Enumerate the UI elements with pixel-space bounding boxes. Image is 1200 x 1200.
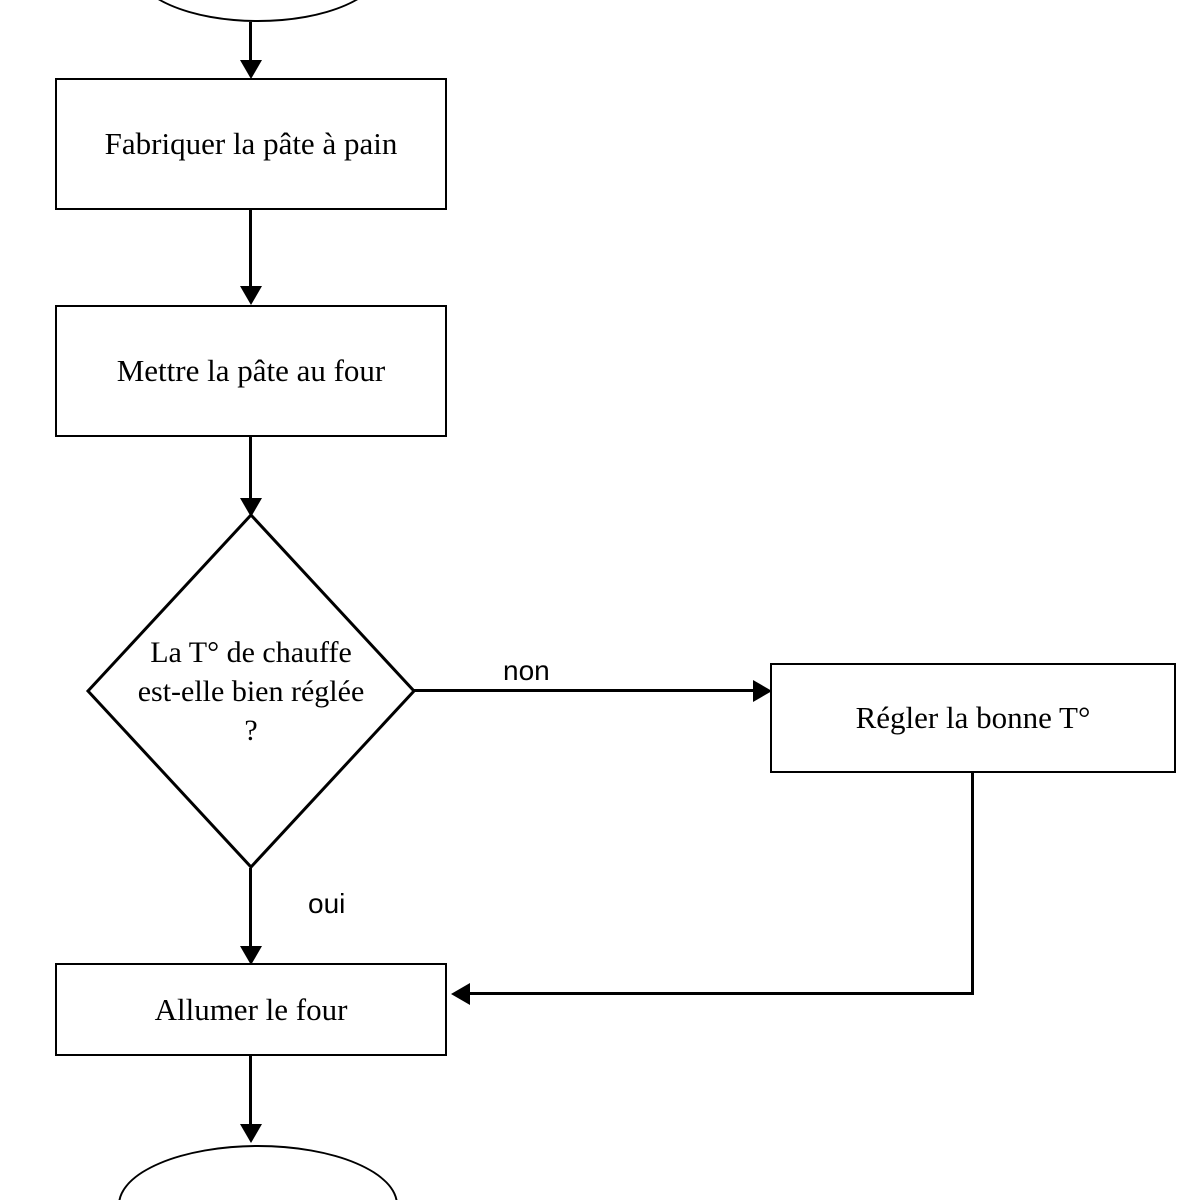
arrowhead-down-icon <box>240 60 262 79</box>
node-mettre-pate-four <box>55 305 447 437</box>
edge-regler-to-allumer <box>470 992 974 995</box>
edge-fabriquer-to-mettre <box>249 210 252 290</box>
node-label: Régler la bonne T° <box>855 700 1091 736</box>
arrowhead-down-icon <box>240 1124 262 1143</box>
node-label: La T° de chauffe est-elle bien réglée ? <box>137 635 365 747</box>
edge-start-to-fabriquer <box>249 22 252 64</box>
edge-label-oui: oui <box>308 888 346 919</box>
node-regler-temperature <box>770 663 1176 773</box>
edge-label-non: non <box>503 655 550 686</box>
node-end-terminator <box>118 1145 398 1200</box>
arrowhead-down-icon <box>240 286 262 305</box>
edge-decision-to-regler <box>414 689 759 692</box>
node-decision-temperature <box>85 512 417 870</box>
node-label: Allumer le four <box>154 991 348 1027</box>
arrowhead-left-icon <box>451 983 470 1005</box>
edge-regler-down <box>971 773 974 995</box>
node-label: Fabriquer la pâte à pain <box>104 126 398 162</box>
edge-decision-to-allumer <box>249 868 252 958</box>
node-start-terminator <box>133 0 383 22</box>
node-label: Mettre la pâte au four <box>116 353 386 389</box>
node-allumer-four <box>55 963 447 1056</box>
node-fabriquer-pate <box>55 78 447 210</box>
